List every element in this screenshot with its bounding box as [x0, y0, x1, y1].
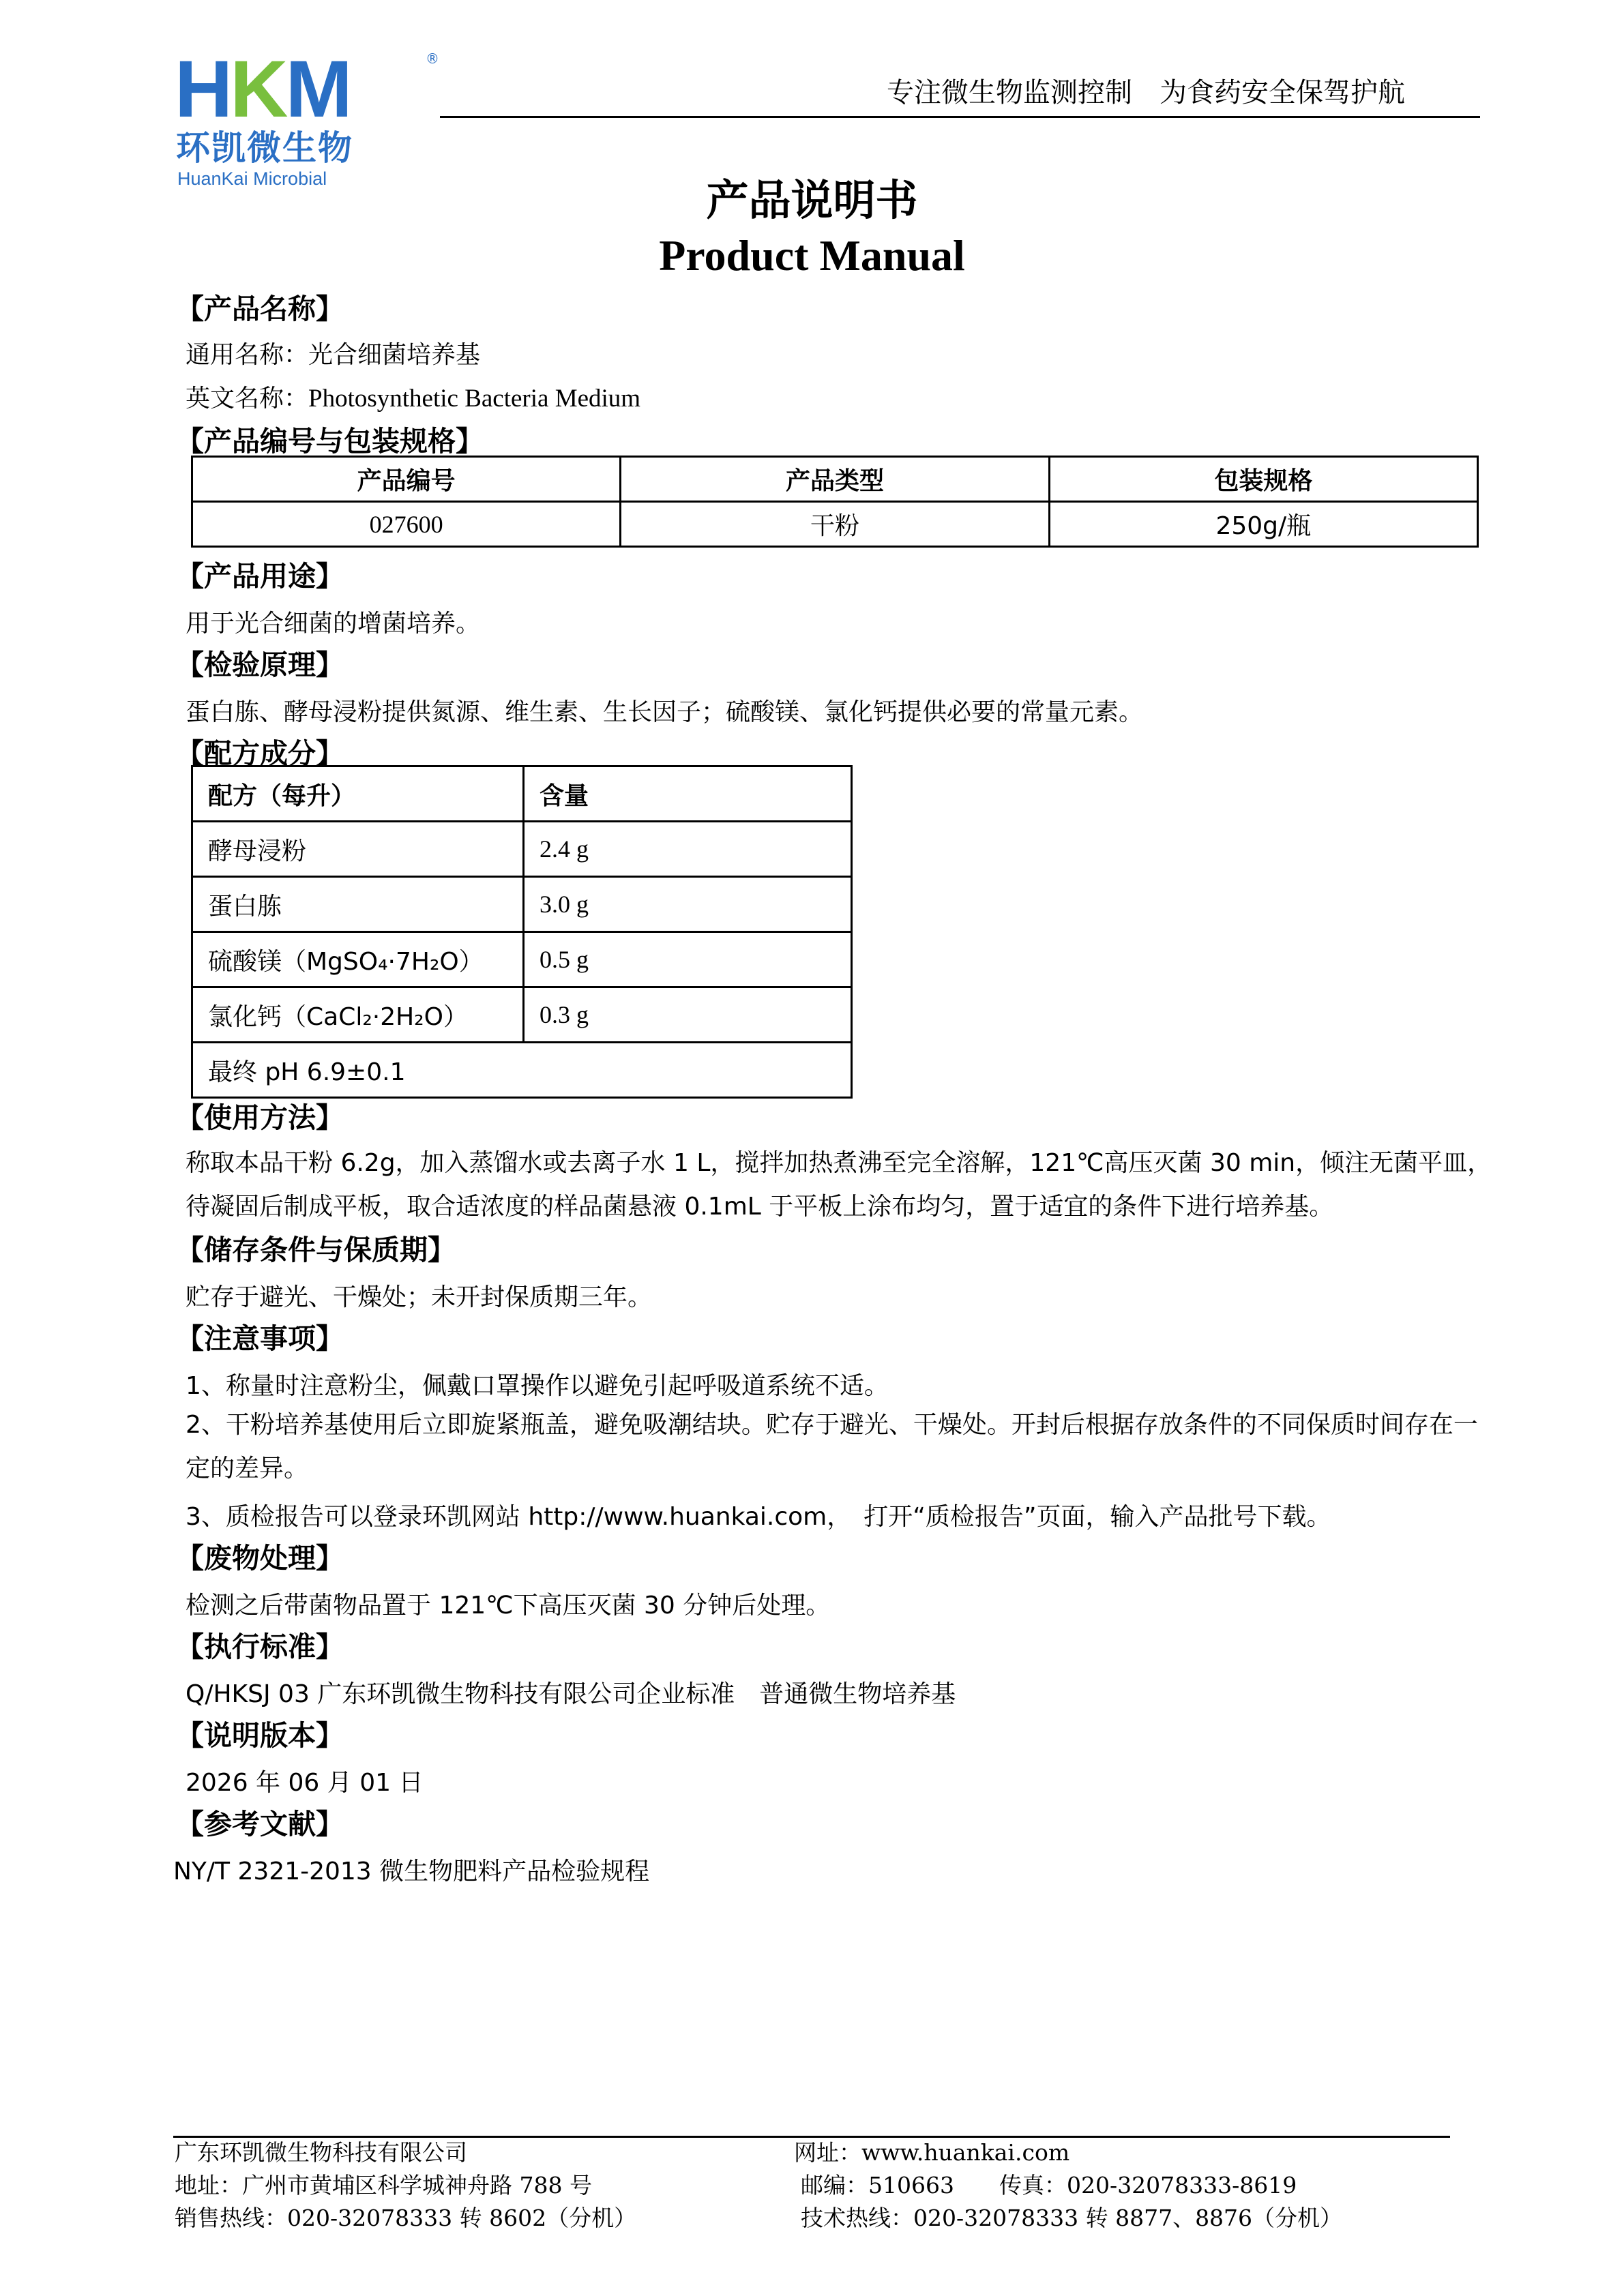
note-item: 2、干粉培养基使用后立即旋紧瓶盖，避免吸潮结块。贮存于避光、干燥处。开封后根据存放条件的不同保质时间存在一定的差异。: [186, 1411, 1478, 1482]
section-heading-standard: 【执行标准】: [176, 1630, 344, 1663]
storage-text: 贮存于避光、干燥处；未开封保质期三年。: [186, 1283, 653, 1311]
ingredient-name: 氯化钙（CaCl₂·2H₂O）: [192, 987, 524, 1043]
principle-text: 蛋白胨、酵母浸粉提供氮源、维生素、生长因子；硫酸镁、氯化钙提供必要的常量元素。: [186, 698, 1144, 726]
logo-english-name: HuanKai Microbial: [177, 168, 327, 189]
footer-divider: [173, 2136, 1450, 2138]
final-ph: 最终 pH 6.9±0.1: [192, 1043, 852, 1098]
ingredient-name: 硫酸镁（MgSO₄·7H₂O）: [192, 932, 524, 987]
section-heading-usage: 【产品用途】: [176, 560, 344, 593]
spec-table: [191, 456, 1479, 548]
page-title-chinese: 产品说明书: [706, 175, 918, 225]
table-header-row: [192, 457, 1478, 502]
section-heading-storage: 【储存条件与保质期】: [176, 1234, 456, 1266]
ingredient-amount: 0.5 g: [524, 932, 852, 987]
section-heading-principle: 【检验原理】: [176, 648, 344, 681]
ingredient-name: 酵母浸粉: [192, 822, 524, 877]
usage-text: 用于光合细菌的增菌培养。: [186, 610, 481, 638]
ingredient-name: 蛋白胨: [192, 877, 524, 932]
footer-website: 网址：www.huankai.com: [794, 2139, 1070, 2166]
ingredient-amount: 2.4 g: [524, 822, 852, 877]
standard-text: Q/HKSJ 03 广东环凯微生物科技有限公司企业标准 普通微生物培养基: [186, 1680, 956, 1708]
table-row: [192, 1043, 852, 1098]
table-row: [192, 822, 852, 877]
table-row: [192, 502, 1478, 547]
logo-chinese-name: 环凯微生物: [176, 128, 353, 168]
note-item: 1、称量时注意粉尘，佩戴口罩操作以避免引起呼吸道系统不适。: [186, 1372, 889, 1400]
cell-package: 250g/瓶: [1049, 502, 1477, 547]
english-name-line: 英文名称：Photosynthetic Bacteria Medium: [186, 385, 641, 413]
reference-text: NY/T 2321-2013 微生物肥料产品检验规程: [173, 1858, 650, 1885]
header-code: 产品编号: [192, 457, 621, 502]
table-row: [192, 932, 852, 987]
common-name-line: 通用名称：光合细菌培养基: [186, 341, 481, 369]
header-amount: 含量: [524, 766, 852, 822]
formula-table: [191, 765, 853, 1099]
section-heading-notes: 【注意事项】: [176, 1322, 344, 1355]
footer-sales-hotline: 销售热线：020-32078333 转 8602（分机）: [175, 2205, 637, 2231]
footer-company: 广东环凯微生物科技有限公司: [175, 2139, 467, 2166]
header-slogan: 专注微生物监测控制 为食药安全保驾护航: [887, 77, 1405, 108]
section-heading-spec: 【产品编号与包装规格】: [176, 425, 484, 458]
section-heading-formula: 【配方成分】: [176, 737, 344, 770]
ingredient-amount: 0.3 g: [524, 987, 852, 1043]
section-heading-method: 【使用方法】: [176, 1101, 344, 1134]
version-text: 2026 年 06 月 01 日: [186, 1769, 424, 1797]
company-logo: [175, 44, 447, 189]
section-heading-reference: 【参考文献】: [176, 1808, 344, 1840]
table-row: [192, 987, 852, 1043]
table-row: [192, 877, 852, 932]
method-text: 称取本品干粉 6.2g，加入蒸馏水或去离子水 1 L，搅拌加热煮沸至完全溶解，121℃高压灭菌 30 min，倾注无菌平皿，待凝固后制成平板，取合适浓度的样品菌悬液 0.1mL 于平板上涂布均匀，置于适宜的条件下进行培养基。: [186, 1149, 1492, 1221]
section-heading-name: 【产品名称】: [176, 293, 344, 325]
registered-mark: ®: [426, 50, 439, 67]
header-ingredient: 配方（每升）: [192, 766, 524, 822]
note-item: 3、质检报告可以登录环凯网站 http://www.huankai.com， 打开“质检报告”页面，输入产品批号下载。: [186, 1503, 1331, 1531]
cell-code: 027600: [192, 502, 621, 547]
section-heading-waste: 【废物处理】: [176, 1542, 344, 1575]
logo-mark: HKM: [175, 44, 350, 134]
header-divider: [440, 116, 1480, 118]
cell-type: 干粉: [621, 502, 1049, 547]
header-package: 包装规格: [1049, 457, 1477, 502]
header-type: 产品类型: [621, 457, 1049, 502]
footer-tech-hotline: 技术热线：020-32078333 转 8877、8876（分机）: [801, 2205, 1343, 2231]
footer-address: 地址：广州市黄埔区科学城神舟路 788 号: [175, 2172, 592, 2198]
footer-postcode-fax: 邮编：510663 传真：020-32078333-8619: [801, 2172, 1297, 2198]
table-header-row: [192, 766, 852, 822]
ingredient-amount: 3.0 g: [524, 877, 852, 932]
page-title-english: Product Manual: [659, 231, 965, 280]
waste-text: 检测之后带菌物品置于 121℃下高压灭菌 30 分钟后处理。: [186, 1592, 831, 1620]
section-heading-version: 【说明版本】: [176, 1719, 344, 1752]
